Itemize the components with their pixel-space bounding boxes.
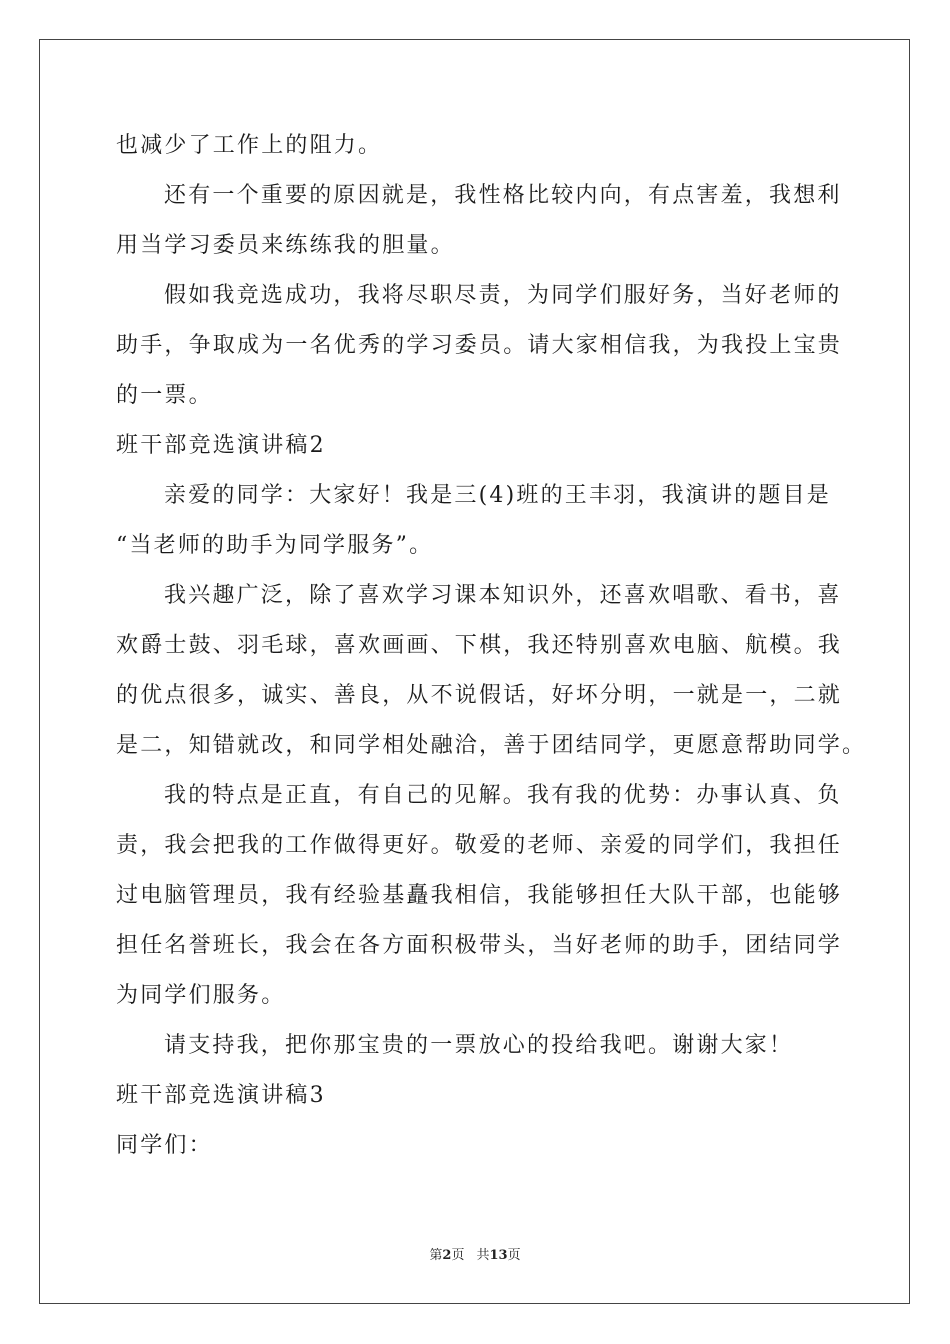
section-heading: 班干部竞选演讲稿2 [116,433,326,458]
section-heading: 班干部竞选演讲稿3 [116,1083,326,1108]
text-line: 请支持我，把你那宝贵的一票放心的投给我吧。谢谢大家！ [164,1033,794,1058]
text-line: 假如我竞选成功，我将尽职尽责，为同学们服好务，当好老师的 [164,283,842,308]
text-line: 用当学习委员来练练我的胆量。 [116,233,455,258]
text-line: 我的特点是正直，有自己的见解。我有我的优势：办事认真、负 [164,783,842,808]
text-line: 为同学们服务。 [116,983,286,1008]
text-line: 亲爱的同学：大家好！我是三(4)班的王丰羽，我演讲的题目是 [164,483,831,508]
total-suffix: 页 [507,1248,521,1263]
text-line: 还有一个重要的原因就是，我性格比较内向，有点害羞，我想利 [164,183,842,208]
text-line: 我兴趣广泛，除了喜欢学习课本知识外，还喜欢唱歌、看书，喜 [164,583,842,608]
text-line: 的一票。 [116,383,213,408]
page-number: 2 [442,1248,452,1263]
text-line: 过电脑管理员，我有经验基矗我相信，我能够担任大队干部，也能够 [116,883,843,908]
total-pages: 13 [489,1248,508,1263]
total-prefix: 共 [476,1248,490,1263]
text-line: “当老师的助手为同学服务”。 [116,533,434,558]
text-line: 同学们： [116,1133,213,1158]
text-line: 欢爵士鼓、羽毛球，喜欢画画、下棋，我还特别喜欢电脑、航模。我 [116,633,843,658]
text-line: 助手，争取成为一名优秀的学习委员。请大家相信我，为我投上宝贵 [116,333,843,358]
text-line: 是二，知错就改，和同学相处融洽，善于团结同学，更愿意帮助同学。 [116,733,867,758]
page-prefix: 第 [429,1248,443,1263]
page-footer [0,1246,950,1266]
text-line: 责，我会把我的工作做得更好。敬爱的老师、亲爱的同学们，我担任 [116,833,843,858]
text-line: 的优点很多，诚实、善良，从不说假话，好坏分明，一就是一，二就 [116,683,843,708]
page-suffix: 页 [451,1248,465,1263]
text-line: 也减少了工作上的阻力。 [116,133,383,158]
text-line: 担任名誉班长，我会在各方面积极带头，当好老师的助手，团结同学 [116,933,843,958]
document-body [116,121,867,1171]
